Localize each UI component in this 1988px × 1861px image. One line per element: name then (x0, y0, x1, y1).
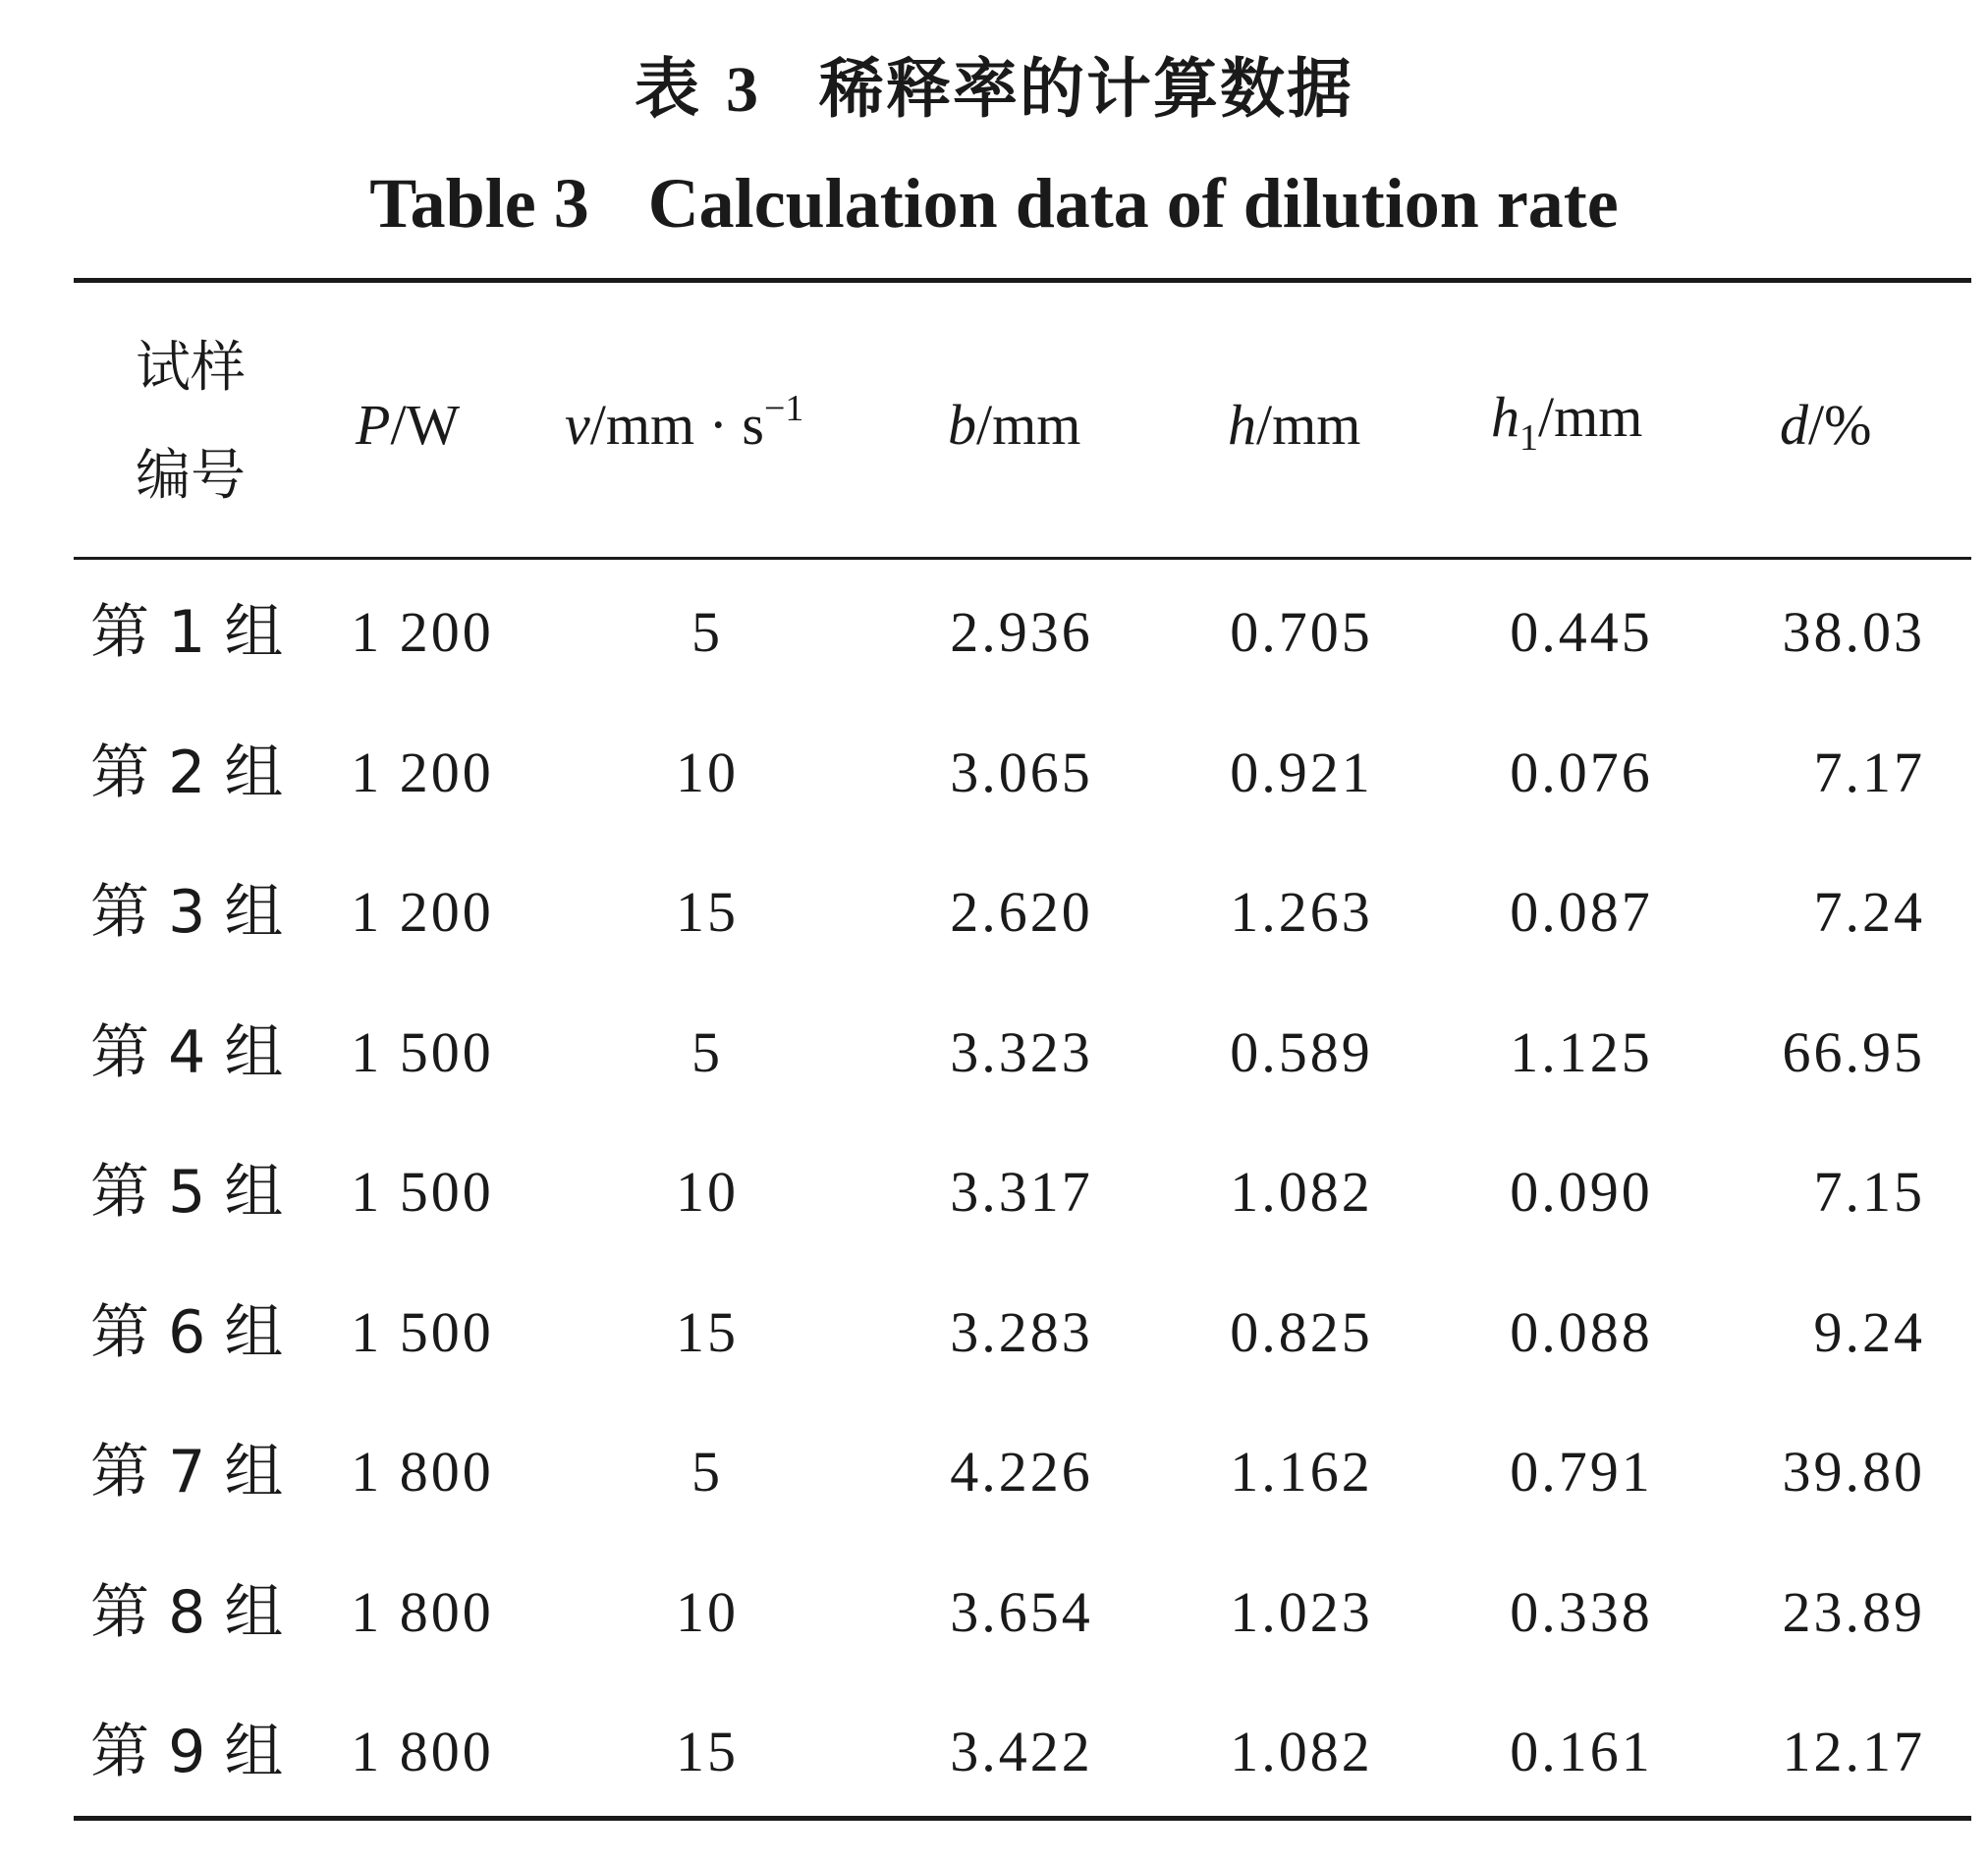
title-en-prefix: Table (369, 164, 536, 243)
header-speed-symbol: v (565, 393, 590, 457)
header-height-unit: /mm (1256, 393, 1361, 457)
cell-sample: 第 7 组 (90, 1438, 284, 1506)
cell-speed: 10 (676, 739, 739, 804)
cell-power: 1 200 (351, 739, 494, 804)
cell-sample: 第 8 组 (90, 1577, 284, 1647)
cell-dilution: 38.03 (1782, 600, 1925, 664)
header-dilution-symbol: d (1780, 393, 1808, 457)
cell-depth: 0.090 (1510, 1160, 1653, 1224)
cell-height: 1.162 (1230, 1440, 1373, 1504)
cell-height: 0.921 (1230, 739, 1373, 804)
cell-height: 1.023 (1230, 1579, 1373, 1644)
cell-power: 1 500 (351, 1299, 494, 1364)
cell-width: 3.283 (950, 1299, 1093, 1364)
cell-width: 3.323 (950, 1019, 1093, 1084)
top-rule (74, 278, 1971, 283)
cell-speed: 15 (676, 880, 739, 944)
header-width-symbol: b (948, 393, 976, 457)
header-depth (1491, 383, 1643, 459)
cell-height: 0.825 (1230, 1299, 1373, 1364)
cell-power: 1 800 (351, 1579, 494, 1644)
cell-sample: 第 1 组 (90, 598, 284, 667)
cell-dilution: 9.24 (1813, 1299, 1925, 1364)
header-power-symbol: P (356, 393, 391, 457)
header-dilution-unit: /% (1808, 393, 1872, 457)
cell-height: 0.589 (1230, 1019, 1373, 1084)
cell-depth: 0.087 (1510, 880, 1653, 944)
cell-sample: 第 4 组 (90, 1017, 284, 1087)
cell-speed: 15 (676, 1720, 739, 1783)
cell-height: 1.082 (1230, 1160, 1373, 1224)
cell-power: 1 200 (351, 880, 494, 944)
cell-dilution: 66.95 (1782, 1019, 1925, 1084)
header-height-symbol: h (1228, 393, 1256, 457)
cell-width: 2.936 (950, 600, 1093, 664)
header-power (356, 391, 460, 460)
cell-speed: 10 (676, 1160, 739, 1224)
cell-depth: 0.445 (1510, 600, 1653, 664)
cell-width: 3.422 (950, 1720, 1093, 1783)
cell-width: 3.317 (950, 1160, 1093, 1224)
cell-height: 1.082 (1230, 1720, 1373, 1783)
title-en-text: Calculation data of dilution rate (647, 164, 1619, 243)
cell-sample: 第 9 组 (90, 1718, 284, 1786)
cell-speed: 5 (691, 600, 723, 664)
header-speed-unit: /mm · s (589, 393, 764, 457)
cell-sample: 第 5 组 (90, 1158, 284, 1227)
cell-sample: 第 3 组 (90, 878, 284, 947)
header-power-unit: /W (390, 393, 461, 457)
header-width (948, 391, 1080, 460)
cell-depth: 1.125 (1510, 1019, 1653, 1084)
cell-power: 1 500 (351, 1019, 494, 1084)
table-title-chinese (0, 45, 1988, 135)
cell-depth: 0.161 (1510, 1720, 1653, 1783)
title-cn-prefix: 表 (635, 51, 701, 127)
header-height (1228, 391, 1360, 460)
cell-dilution: 23.89 (1782, 1579, 1925, 1644)
header-rule (74, 557, 1971, 560)
title-en-number: 3 (553, 164, 589, 243)
bottom-rule (74, 1816, 1971, 1821)
header-sample-line2: 编号 (136, 444, 246, 508)
header-depth-subscript: 1 (1519, 417, 1538, 459)
header-speed-exponent: −1 (763, 388, 804, 429)
cell-speed: 10 (676, 1579, 739, 1644)
cell-width: 2.620 (950, 880, 1093, 944)
title-number: 3 (725, 54, 760, 126)
header-sample-id (73, 314, 308, 530)
cell-speed: 5 (691, 1019, 723, 1084)
cell-width: 3.654 (950, 1579, 1093, 1644)
cell-width: 3.065 (950, 739, 1093, 804)
cell-power: 1 200 (351, 600, 494, 664)
cell-depth: 0.338 (1510, 1579, 1653, 1644)
cell-width: 4.226 (950, 1440, 1093, 1504)
cell-dilution: 7.17 (1813, 739, 1925, 804)
header-dilution (1780, 391, 1871, 460)
cell-sample: 第 6 组 (90, 1297, 284, 1367)
header-depth-symbol: h (1491, 385, 1519, 449)
header-depth-unit: /mm (1538, 385, 1643, 449)
cell-height: 1.263 (1230, 880, 1373, 944)
cell-dilution: 7.15 (1813, 1160, 1925, 1224)
header-speed (565, 388, 804, 460)
cell-depth: 0.088 (1510, 1299, 1653, 1364)
cell-power: 1 500 (351, 1160, 494, 1224)
cell-dilution: 39.80 (1782, 1440, 1925, 1504)
cell-dilution: 12.17 (1782, 1720, 1925, 1783)
cell-dilution: 7.24 (1813, 880, 1925, 944)
header-width-unit: /mm (976, 393, 1081, 457)
cell-speed: 5 (691, 1440, 723, 1504)
title-cn-text: 稀释率的计算数据 (818, 51, 1353, 127)
cell-speed: 15 (676, 1299, 739, 1364)
cell-power: 1 800 (351, 1440, 494, 1504)
table-title-english (0, 159, 1988, 247)
cell-sample: 第 2 组 (90, 738, 284, 807)
cell-power: 1 800 (351, 1720, 494, 1783)
cell-height: 0.705 (1230, 600, 1373, 664)
cell-depth: 0.791 (1510, 1440, 1653, 1504)
cell-depth: 0.076 (1510, 739, 1653, 804)
header-sample-line1: 试样 (136, 336, 246, 400)
